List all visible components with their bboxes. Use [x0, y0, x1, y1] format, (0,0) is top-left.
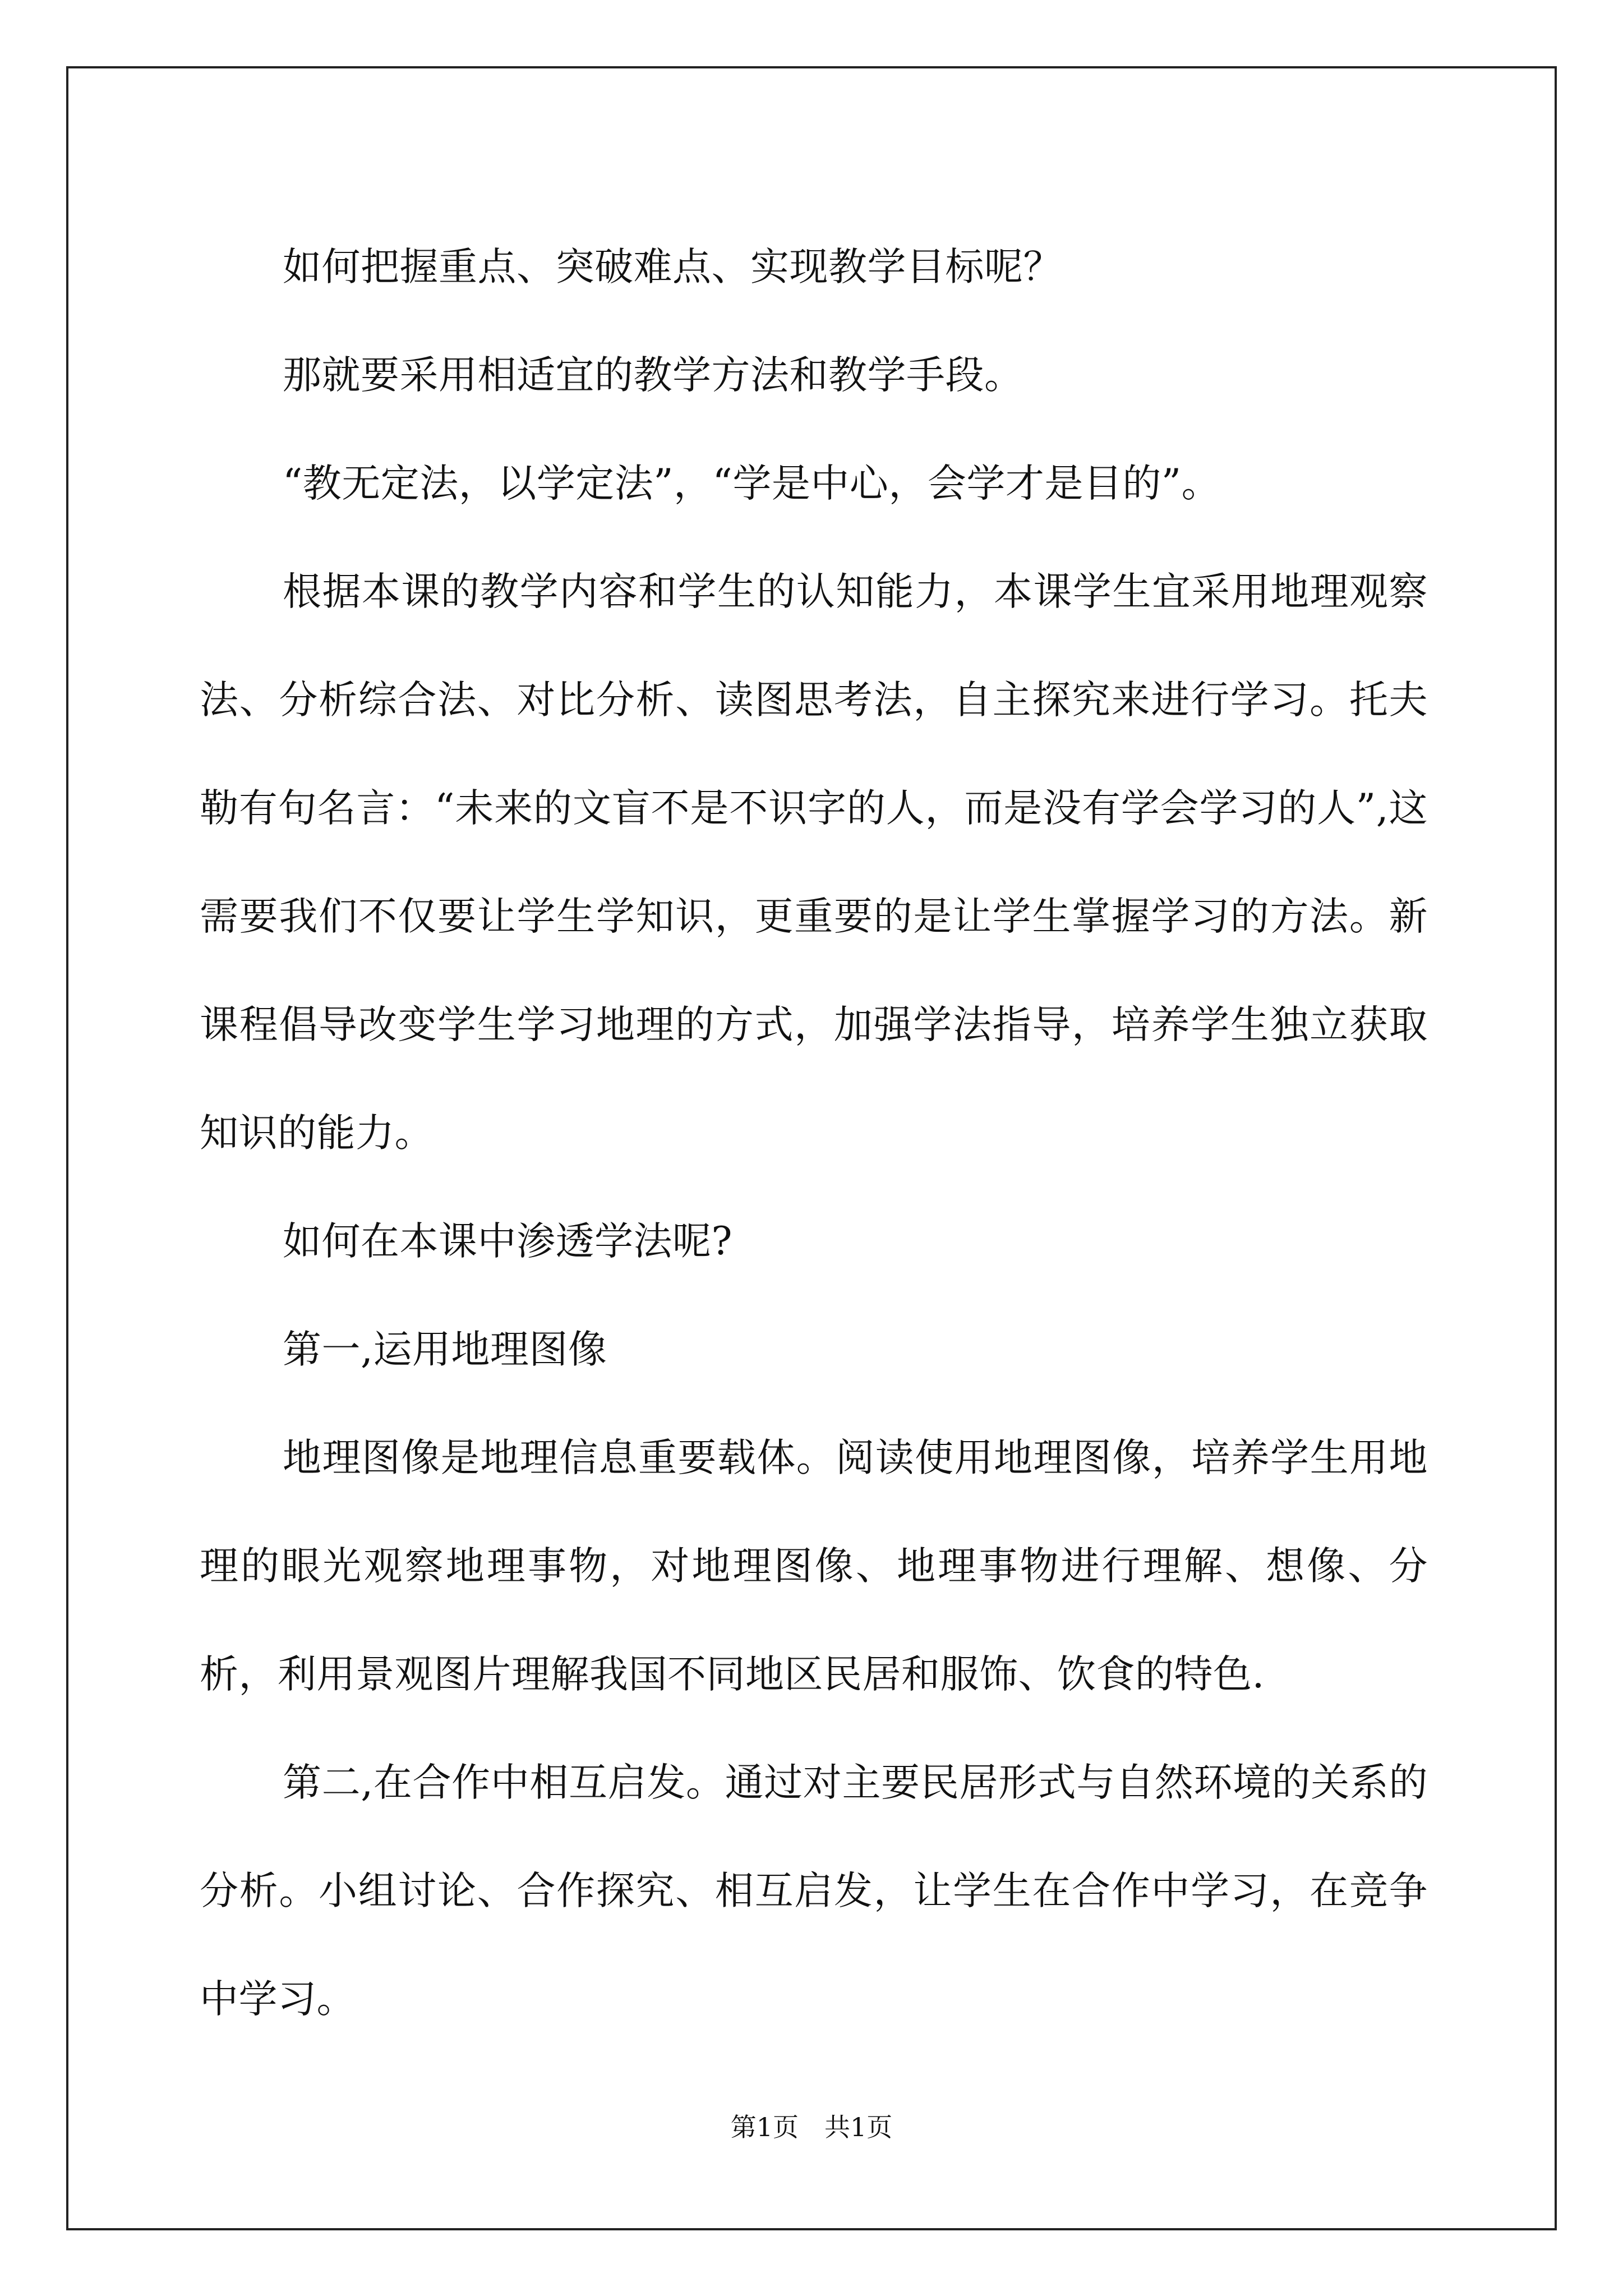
paragraph: 第二,在合作中相互启发。通过对主要民居形式与自然环境的关系的分析。小组讨论、合作探究、相互启发，让学生在合作中学习，在竞争中学习。 [200, 1760, 1428, 2022]
paragraph: 根据本课的教学内容和学生的认知能力，本课学生宜采用地理观察法、分析综合法、对比分析、读图思考法，自主探究来进行学习。托夫勒有句名言：“未来的文盲不是不识字的人，而是没有学会学习的人”,这需要我们不仅要让学生学知识，更重要的是让学生掌握学习的方法。新课程倡导改变学生学习地理的方式，加强学法指导，培养学生独立获取知识的能力。 [200, 569, 1428, 1156]
paragraph: 地理图像是地理信息重要载体。阅读使用地理图像，培养学生用地理的眼光观察地理事物，对地理图像、地理事物进行理解、想像、分析，利用景观图片理解我国不同地区民居和服饰、饮食的特色. [200, 1435, 1428, 1697]
paragraph: 如何把握重点、突破难点、实现教学目标呢？ [283, 245, 1062, 289]
page-footer: 第1页 共1页 [730, 2112, 893, 2142]
paragraph: 第一,运用地理图像 [283, 1327, 607, 1372]
paragraph: 那就要采用相适宜的教学方法和教学手段。 [283, 353, 1023, 398]
paragraph: “教无定法，以学定法”，“学是中心，会学才是目的”。 [283, 461, 1221, 506]
document-body [200, 213, 1428, 2054]
paragraph: 如何在本课中渗透学法呢? [283, 1219, 732, 1264]
